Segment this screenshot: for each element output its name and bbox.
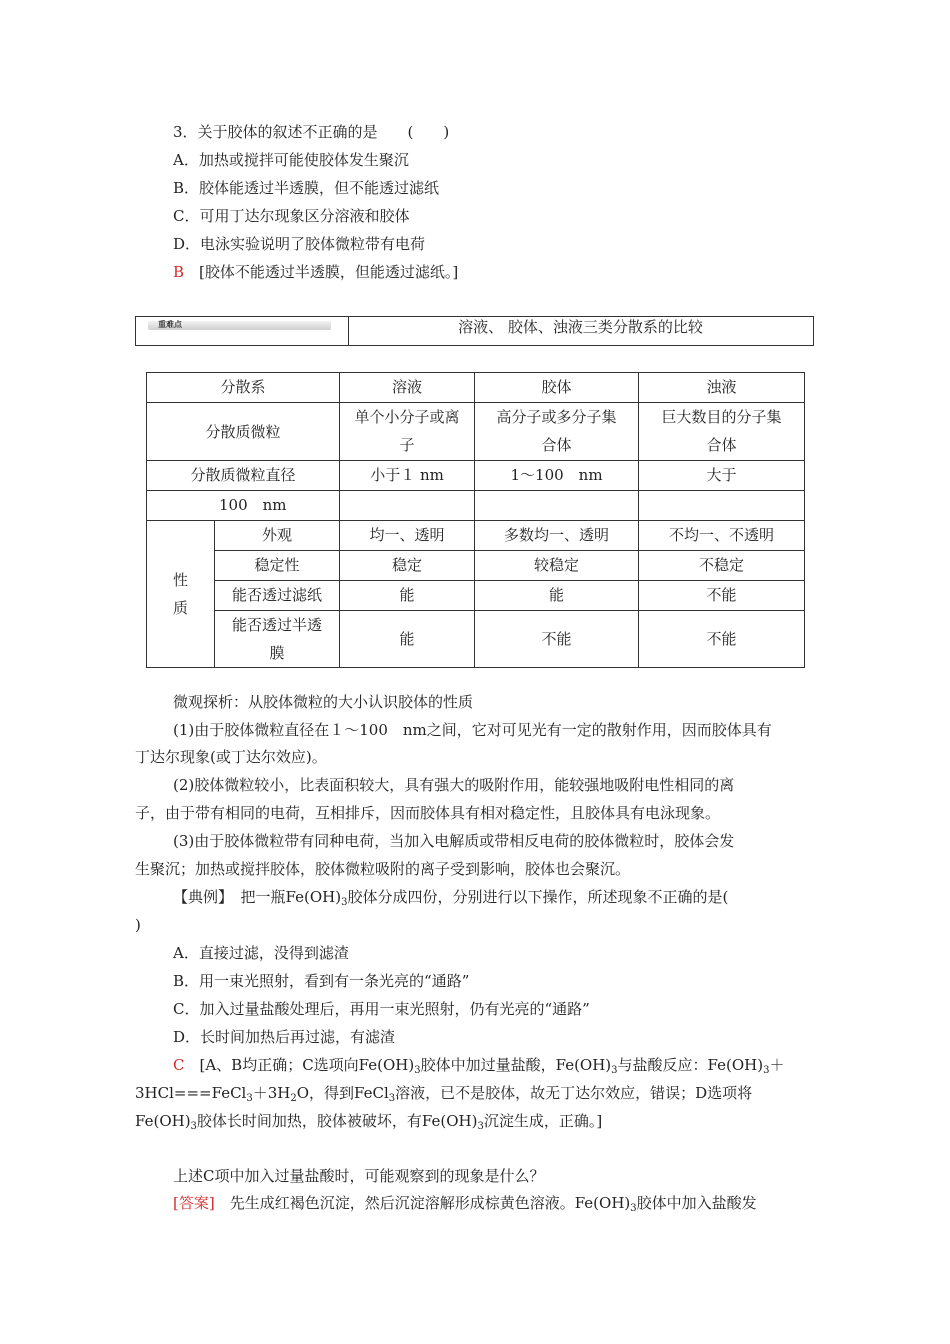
example-answer-line: C [A、B均正确；C选项向$Fe(OH)_3$胶体中加过量盐酸，$Fe(OH)_3$与盐酸反应：$Fe(OH)_3+$ [173, 1056, 785, 1076]
table-cell: 均一、透明 [340, 521, 475, 551]
table-cell: 不能 [639, 611, 805, 668]
section-banner [135, 316, 814, 346]
table-cell [340, 491, 475, 521]
followup-answer-tag: [答案] [173, 1194, 215, 1212]
table-cell: 能 [475, 581, 639, 611]
table-cell [475, 491, 639, 521]
table-cell: 100 nm [147, 491, 340, 521]
table-cell: 分散质微粒直径 [147, 461, 340, 491]
analysis-p2-line2: 子，由于带有相同的电荷，互相排斥，因而胶体具有相对稳定性，且胶体具有电泳现象。 [135, 804, 721, 822]
analysis-p1-line1: (1)由于胶体微粒直径在１～100 nm之间，它对可见光有一定的散射作用，因而胶体具有 [173, 721, 772, 739]
analysis-p3-line1: (3)由于胶体微粒带有同种电荷，当加入电解质或带相反电荷的胶体微粒时，胶体会发 [173, 832, 735, 850]
banner-title: 溶液、 胶体、浊液三类分散系的比较 [458, 318, 703, 336]
q3-explain: [胶体不能透过半透膜，但能透过滤纸。] [199, 263, 459, 281]
table-cell: 不能 [475, 611, 639, 668]
table-cell [639, 491, 805, 521]
table-header-cell: 浊液 [639, 373, 805, 403]
table-cell: 稳定性 [215, 551, 340, 581]
table-cell: 稳定 [340, 551, 475, 581]
table-cell: 多数均一、透明 [475, 521, 639, 551]
analysis-p3-line2: 生聚沉；加热或搅拌胶体，胶体微粒吸附的离子受到影响，胶体也会聚沉。 [135, 860, 631, 878]
q3-option-a: A．加热或搅拌可能使胶体发生聚沉 [173, 151, 409, 169]
table-cell: 不稳定 [639, 551, 805, 581]
example-explain-line2: $3HCl===FeCl_3+3H_2O$，得到FeCl$_3$溶液，已不是胶体，故无丁达尔效应，错误；D选项将 [135, 1084, 753, 1104]
table-row [147, 491, 805, 521]
banner-tag-box [136, 317, 349, 345]
example-explain-line3: $Fe(OH)_3$胶体长时间加热，胶体被破坏，有$Fe(OH)_3$沉淀生成，正确。] [135, 1112, 603, 1132]
followup-question: 上述C项中加入过量盐酸时，可能观察到的现象是什么？ [173, 1167, 545, 1185]
q3-option-c: C．可用丁达尔现象区分溶液和胶体 [173, 207, 410, 225]
table-cell: 较稳定 [475, 551, 639, 581]
table-row [147, 611, 805, 668]
table-cell: 能否透过半透 膜 [215, 611, 340, 668]
table-header-cell: 溶液 [340, 373, 475, 403]
analysis-p2-line1: (2)胶体微粒较小，比表面积较大，具有强大的吸附作用，能较强地吸附电性相同的离 [173, 776, 735, 794]
example-stem: 【典例】 把一瓶$Fe(OH)_3$胶体分成四份，分别进行以下操作，所述现象不正确的是( [173, 888, 729, 908]
q3-answer: B [173, 263, 185, 281]
q3-option-d: D．电泳实验说明了胶体微粒带有电荷 [173, 235, 426, 253]
banner-tag [148, 321, 331, 330]
banner-tag-label: 重难点 [158, 320, 182, 329]
table-cell: 小于１ nm [340, 461, 475, 491]
table-row [147, 521, 805, 551]
comparison-table [146, 372, 805, 668]
table-cell: 能否透过滤纸 [215, 581, 340, 611]
example-option-a: A．直接过滤，没得到滤渣 [173, 944, 349, 962]
analysis-heading: 微观探析：从胶体微粒的大小认识胶体的性质 [173, 693, 474, 711]
analysis-p1-line2: 丁达尔现象(或丁达尔效应)。 [135, 748, 327, 766]
table-group-label: 性 质 [147, 521, 215, 668]
table-row [147, 403, 805, 461]
table-cell: 高分子或多分子集 合体 [475, 403, 639, 461]
table-cell: 能 [340, 581, 475, 611]
table-cell: 大于 [639, 461, 805, 491]
table-cell: 分散质微粒 [147, 403, 340, 461]
table-row [147, 581, 805, 611]
followup-answer: [答案] 先生成红褐色沉淀，然后沉淀溶解形成棕黄色溶液。$Fe(OH)_3$胶体中加入盐酸发 [173, 1194, 757, 1214]
example-option-b: B．用一束光照射，看到有一条光亮的“通路” [173, 972, 470, 990]
table-cell: 1～100 nm [475, 461, 639, 491]
table-row [147, 373, 805, 403]
q3-option-b: B．胶体能透过半透膜，但不能透过滤纸 [173, 179, 440, 197]
table-cell: 外观 [215, 521, 340, 551]
table-cell: 不能 [639, 581, 805, 611]
q3-stem: 3．关于胶体的叙述不正确的是 ( ) [173, 123, 450, 141]
table-header-cell: 分散系 [147, 373, 340, 403]
example-option-c: C．加入过量盐酸处理后，再用一束光照射，仍有光亮的“通路” [173, 1000, 590, 1018]
table-cell: 巨大数目的分子集 合体 [639, 403, 805, 461]
table-row [147, 461, 805, 491]
table-row [147, 551, 805, 581]
table-cell: 单个小分子或离 子 [340, 403, 475, 461]
table-cell: 能 [340, 611, 475, 668]
example-option-d: D．长时间加热后再过滤，有滤渣 [173, 1028, 396, 1046]
example-stem-end: ) [135, 916, 141, 934]
table-cell: 不均一、不透明 [639, 521, 805, 551]
table-header-cell: 胶体 [475, 373, 639, 403]
example-answer: C [173, 1056, 185, 1074]
q3-answer-line [173, 262, 458, 282]
